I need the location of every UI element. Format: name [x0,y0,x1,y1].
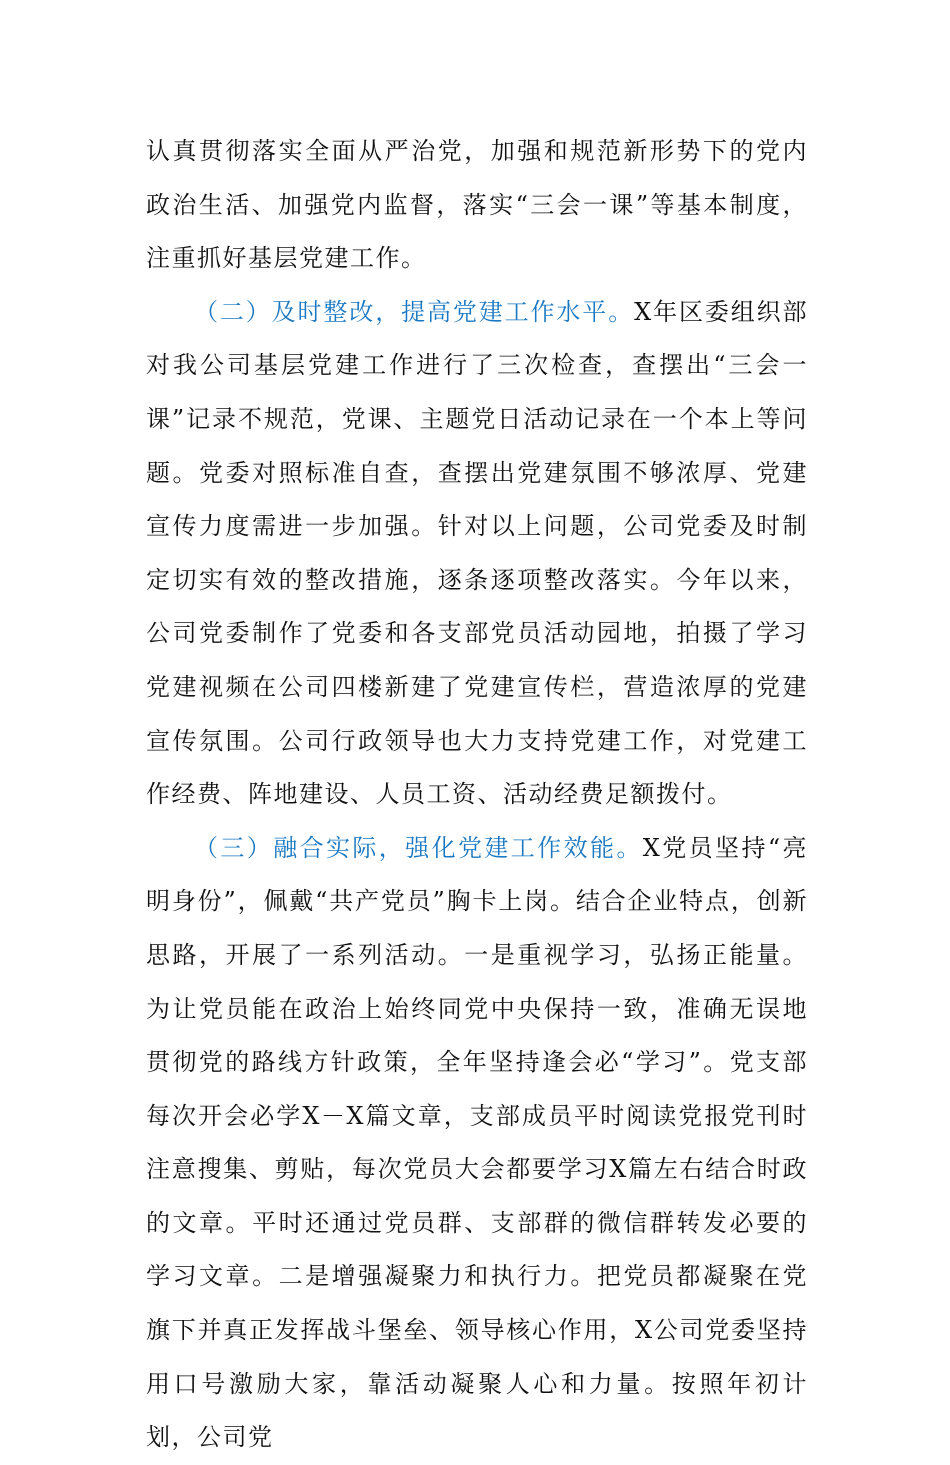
paragraph-3-text: X党员坚持“亮明身份”，佩戴“共产党员”胸卡上岗。结合企业特点，创新思路，开展了一系列活动。一是重视学习，弘扬正能量。为让党员能在政治上始终同党中央保持一致，准确无误地贯彻党的路线方针政策，全年坚持逢会必“学习”。党支部每次开会必学X－X篇文章，支部成员平时阅读党报党刊时注意搜集、剪贴，每次党员大会都要学习X篇左右结合时政的文章。平时还通过党员群、支部群的微信群转发必要的学习文章。二是增强凝聚力和执行力。把党员都凝聚在党旗下并真正发挥战斗堡垒、领导核心作用，X公司党委坚持用口号激励大家，靠活动凝聚人心和力量。按照年初计划，公司党 [146,833,809,1452]
paragraph-2-text: X年区委组织部对我公司基层党建工作进行了三次检查，查摆出“三会一课”记录不规范，党课、主题党日活动记录在一个本上等问题。党委对照标准自查，查摆出党建氛围不够浓厚、党建宣传力度需进一步加强。针对以上问题，公司党委及时制定切实有效的整改措施，逐条逐项整改落实。今年以来，公司党委制作了党委和各支部党员活动园地，拍摄了学习党建视频在公司四楼新建了党建宣传栏，营造浓厚的党建宣传氛围。公司行政领导也大力支持党建工作，对党建工作经费、阵地建设、人员工资、活动经费足额拨付。 [146,297,809,809]
section-heading-3: （三）融合实际，强化党建工作效能。 [194,833,643,862]
section-heading-2: （二）及时整改，提高党建工作水平。 [194,297,635,326]
paragraph-2 [146,286,808,822]
paragraph-1 [146,125,808,286]
paragraph-1-text: 认真贯彻落实全面从严治党，加强和规范新形势下的党内政治生活、加强党内监督，落实“三会一课”等基本制度，注重抓好基层党建工作。 [146,137,808,273]
paragraph-3 [146,822,808,1465]
document-body [146,125,808,1465]
